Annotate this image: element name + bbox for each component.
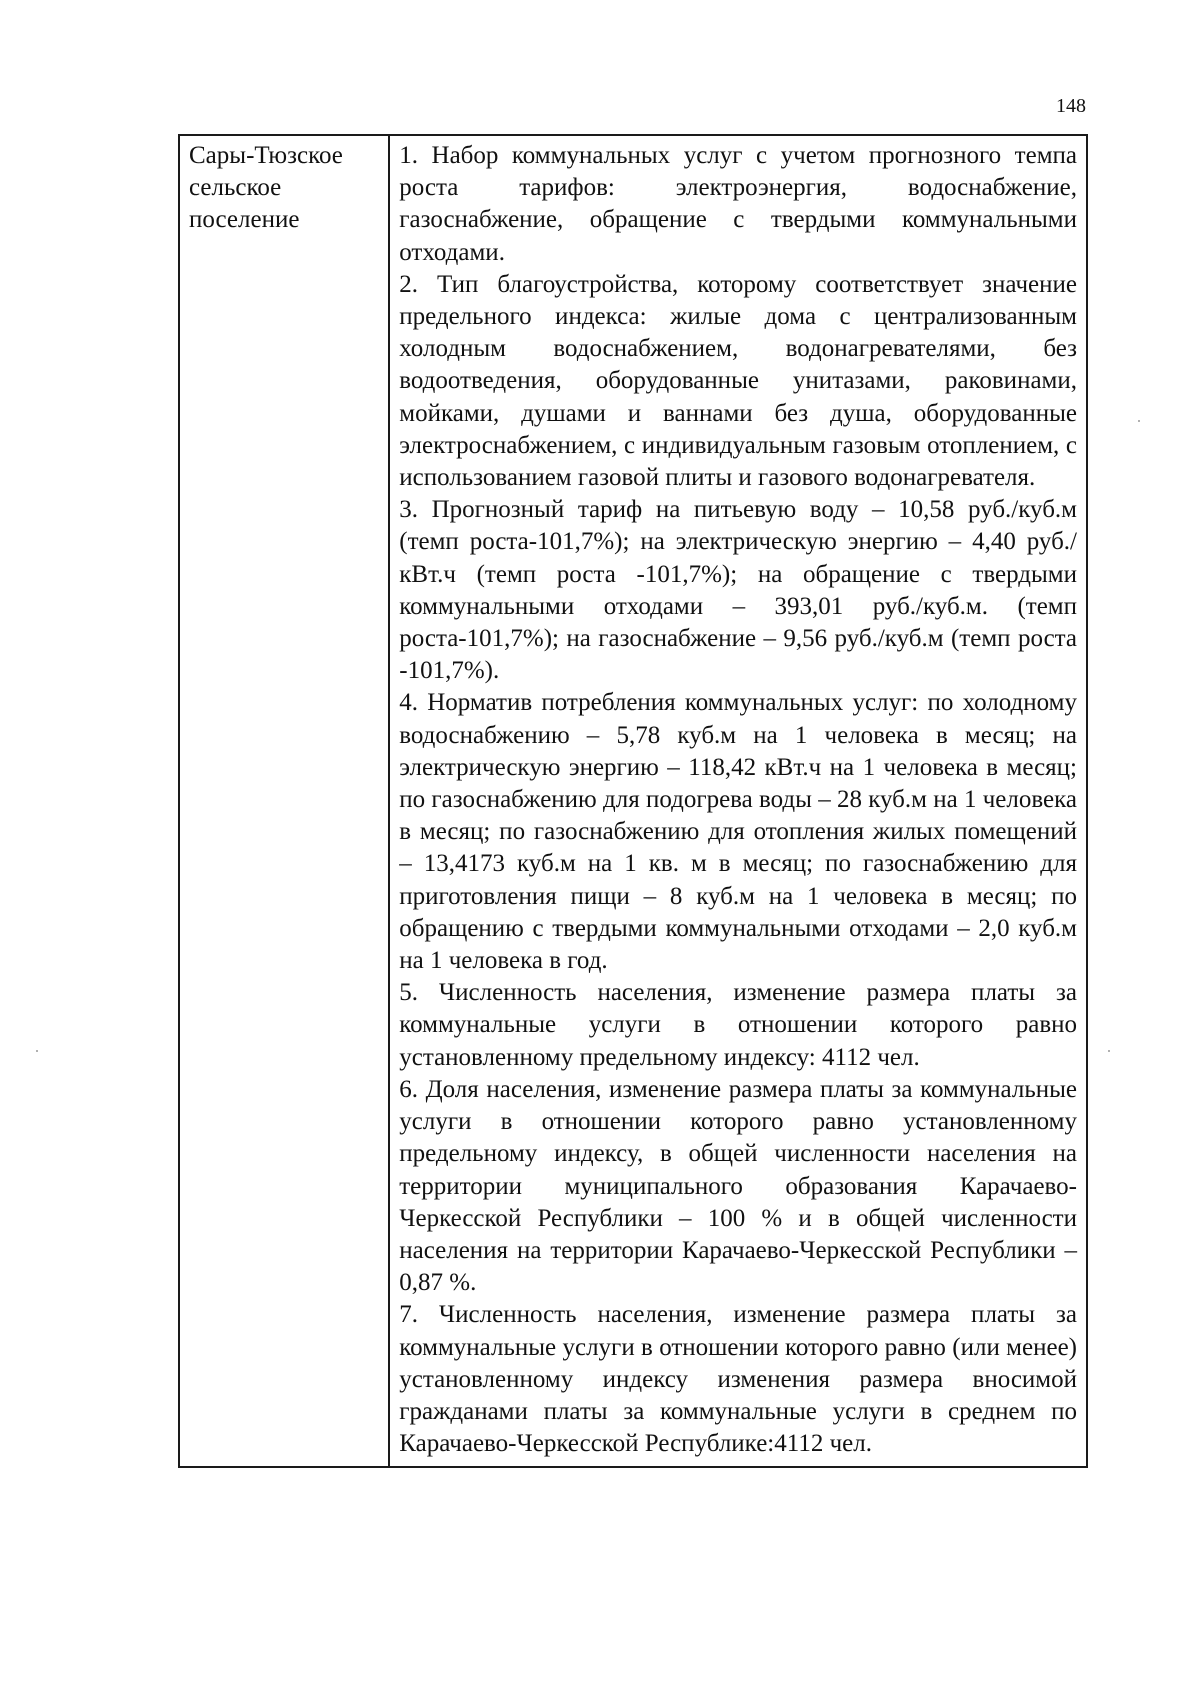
parameter-item-5: 5. Численность населения, изменение размера платы за коммунальные услуги в отношении которого равно установленному предельному индексу: 4112 чел. xyxy=(399,979,1077,1071)
parameter-item-3: 3. Прогнозный тариф на питьевую воду – 10,58 руб./куб.м (темп роста-101,7%); на электрическую энергию – 4,40 руб./кВт.ч (темп роста -101,7%); на обращение с твердыми коммунальными отходами – 393,01 руб./куб.м. (темп роста-101,7%); на газоснабжение – 9,56 руб./куб.м (темп роста -101,7%). xyxy=(399,496,1077,685)
scan-speck xyxy=(1108,1050,1110,1052)
parameter-item-1: 1. Набор коммунальных услуг с учетом прогнозного темпа роста тарифов: электроэнергия, водоснабжение, газоснабжение, обращение с твердыми коммунальными отходами. xyxy=(399,142,1077,266)
page-number: 148 xyxy=(1056,95,1086,117)
scan-speck xyxy=(1138,420,1140,422)
parameter-item-2: 2. Тип благоустройства, которому соответствует значение предельного индекса: жилые дома с централизованным холодным водоснабжением, водонагревателями, без водоотведения, оборудованные унитазами, раковинами, мойками, душами и ваннами без душа, оборудованные электроснабжением, с индивидуальным газовым отоплением, с использованием газовой плиты и газового водонагревателя. xyxy=(399,270,1077,492)
settlement-name: Сары-Тюзское сельское поселение xyxy=(189,142,343,234)
parameter-item-7: 7. Численность населения, изменение размера платы за коммунальные услуги в отношении которого равно (или менее) установленному индексу изменения размера вносимой гражданами платы за коммунальные услуги в среднем по Карачаево-Черкесской Республике:4112 чел. xyxy=(399,1301,1077,1458)
parameter-item-6: 6. Доля населения, изменение размера платы за коммунальные услуги в отношении которого равно установленному предельному индексу, в общей численности населения на территории муниципального образования Карачаево-Черкесской Республики – 100 % и в общей численности населения на территории Карачаево-Черкесской Республики – 0,87 %. xyxy=(399,1075,1077,1297)
scan-speck xyxy=(36,1050,38,1052)
tariff-table xyxy=(178,134,1088,1468)
table-row xyxy=(179,135,1087,1467)
parameters-cell xyxy=(389,135,1087,1467)
settlement-name-cell xyxy=(179,135,389,1467)
parameter-item-4: 4. Норматив потребления коммунальных услуг: по холодному водоснабжению – 5,78 куб.м на 1 человека в месяц; на электрическую энергию – 118,42 кВт.ч на 1 человека в месяц; по газоснабжению для подогрева воды – 28 куб.м на 1 человека в месяц; по газоснабжению для отопления жилых помещений – 13,4173 куб.м на 1 кв. м в месяц; по газоснабжению для приготовления пищи – 8 куб.м на 1 человека в месяц; по обращению с твердыми коммунальными отходами – 2,0 куб.м на 1 человека в год. xyxy=(399,689,1077,975)
